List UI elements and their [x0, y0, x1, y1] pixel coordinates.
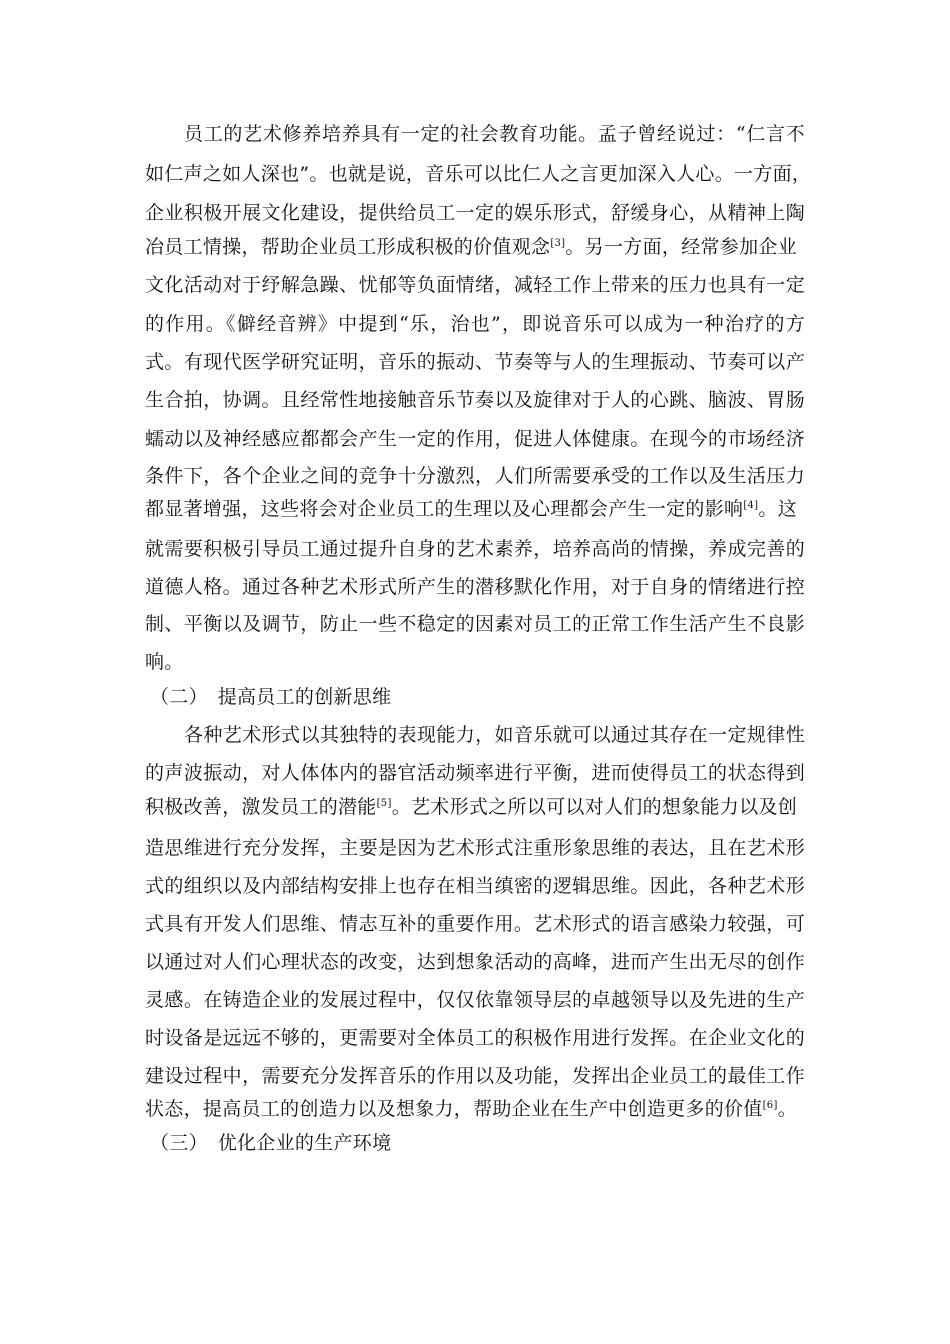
paragraph-1-line-5: 文化活动对于纾解急躁、忧郁等负面情绪，减轻工作上带来的压力也具有一定 — [145, 274, 805, 296]
citation-3: [3] — [550, 238, 566, 249]
paragraph-2-line-11-text: 状态，提高员工的创造力以及想象力，帮助企业在生产中创造更多的价值 — [145, 1098, 763, 1120]
paragraph-2-line-5: 式的组织以及内部结构安排上也存在相当缜密的逻辑思维。因此，各种艺术形 — [145, 875, 805, 897]
paragraph-1-line-12: 就需要积极引导员工通过提升自身的艺术素养，培养高尚的情操，养成完善的 — [145, 538, 805, 560]
paragraph-1-line-11 — [145, 497, 805, 521]
paragraph-1-line-4-tail: 。另一方面，经常参加企业 — [565, 236, 797, 258]
paragraph-1-line-1: 员工的艺术修养培养具有一定的社会教育功能。孟子曾经说过：“仁言不 — [184, 123, 805, 145]
citation-5: [5] — [376, 798, 392, 809]
paragraph-1-line-6: 的作用。《僻经音辨》中提到“乐，治也”，即说音乐可以成为一种治疗的方 — [145, 313, 805, 335]
section-heading-3: （三） 优化企业的生产环境 — [150, 1132, 392, 1154]
paragraph-1-line-4 — [145, 235, 805, 259]
paragraph-2-line-7: 以通过对人们心理状态的改变，达到想象活动的高峰，进而产生出无尽的创作 — [145, 951, 805, 973]
paragraph-2-line-1: 各种艺术形式以其独特的表现能力，如音乐就可以通过其存在一定规律性 — [184, 724, 805, 746]
paragraph-2-line-10: 建设过程中，需要充分发挥音乐的作用以及功能，发挥出企业员工的最佳工作 — [145, 1065, 805, 1087]
paragraph-2-line-6: 式具有开发人们思维、情志互补的重要作用。艺术形式的语言感染力较强，可 — [145, 913, 805, 935]
paragraph-1-line-15: 响。 — [145, 651, 184, 673]
paragraph-2-line-3 — [145, 795, 805, 819]
paragraph-1-line-9: 蠕动以及神经感应都都会产生一定的作用，促进人体健康。在现今的市场经济 — [145, 428, 805, 450]
paragraph-2-line-11-tail: 。 — [777, 1098, 797, 1120]
paragraph-2-line-11 — [145, 1097, 805, 1121]
paragraph-1-line-10: 条件下，各个企业之间的竞争十分激烈，人们所需要承受的工作以及生活压力 — [145, 465, 805, 487]
paragraph-2-line-8: 灵感。在铸造企业的发展过程中，仅仅依靠领导层的卓越领导以及先进的生产 — [145, 989, 805, 1011]
paragraph-1-line-3: 企业积极开展文化建设，提供给员工一定的娱乐形式，舒缓身心，从精神上陶 — [145, 202, 805, 224]
paragraph-1-line-14: 制、平衡以及调节，防止一些不稳定的因素对员工的正常工作生活产生不良影 — [145, 613, 805, 635]
paragraph-2-line-4: 造思维进行充分发挥，主要是因为艺术形式注重形象思维的表达，且在艺术形 — [145, 837, 805, 859]
paragraph-1-line-4-text: 冶员工情操，帮助企业员工形成积极的价值观念 — [145, 236, 551, 258]
paragraph-1-line-13: 道德人格。通过各种艺术形式所产生的潜移默化作用，对于自身的情绪进行控 — [145, 576, 805, 598]
paragraph-1-line-11-tail: 。这 — [758, 498, 797, 520]
paragraph-2-line-3-text: 积极改善，激发员工的潜能 — [145, 796, 377, 818]
citation-6: [6] — [762, 1100, 778, 1111]
paragraph-1-line-2: 如仁声之如人深也”。也就是说，音乐可以比仁人之言更加深入人心。一方面， — [145, 163, 812, 185]
paragraph-2-line-2: 的声波振动，对人体体内的器官活动频率进行平衡，进而使得员工的状态得到 — [145, 762, 805, 784]
paragraph-2-line-9: 时设备是远远不够的，更需要对全体员工的积极作用进行发挥。在企业文化的 — [145, 1027, 805, 1049]
section-heading-2: （二） 提高员工的创新思维 — [150, 686, 392, 708]
paragraph-1-line-7: 式。有现代医学研究证明，音乐的振动、节奏等与人的生理振动、节奏可以产 — [145, 351, 805, 373]
citation-4: [4] — [743, 500, 759, 511]
paragraph-1-line-11-text: 都显著增强，这些将会对企业员工的生理以及心理都会产生一定的影响 — [145, 498, 744, 520]
paragraph-2-line-3-tail: 。艺术形式之所以可以对人们的想象能力以及创 — [391, 796, 797, 818]
paragraph-1-line-8: 生合拍，协调。且经常性地接触音乐节奏以及旋律对于人的心跳、脑波、胃肠 — [145, 389, 805, 411]
